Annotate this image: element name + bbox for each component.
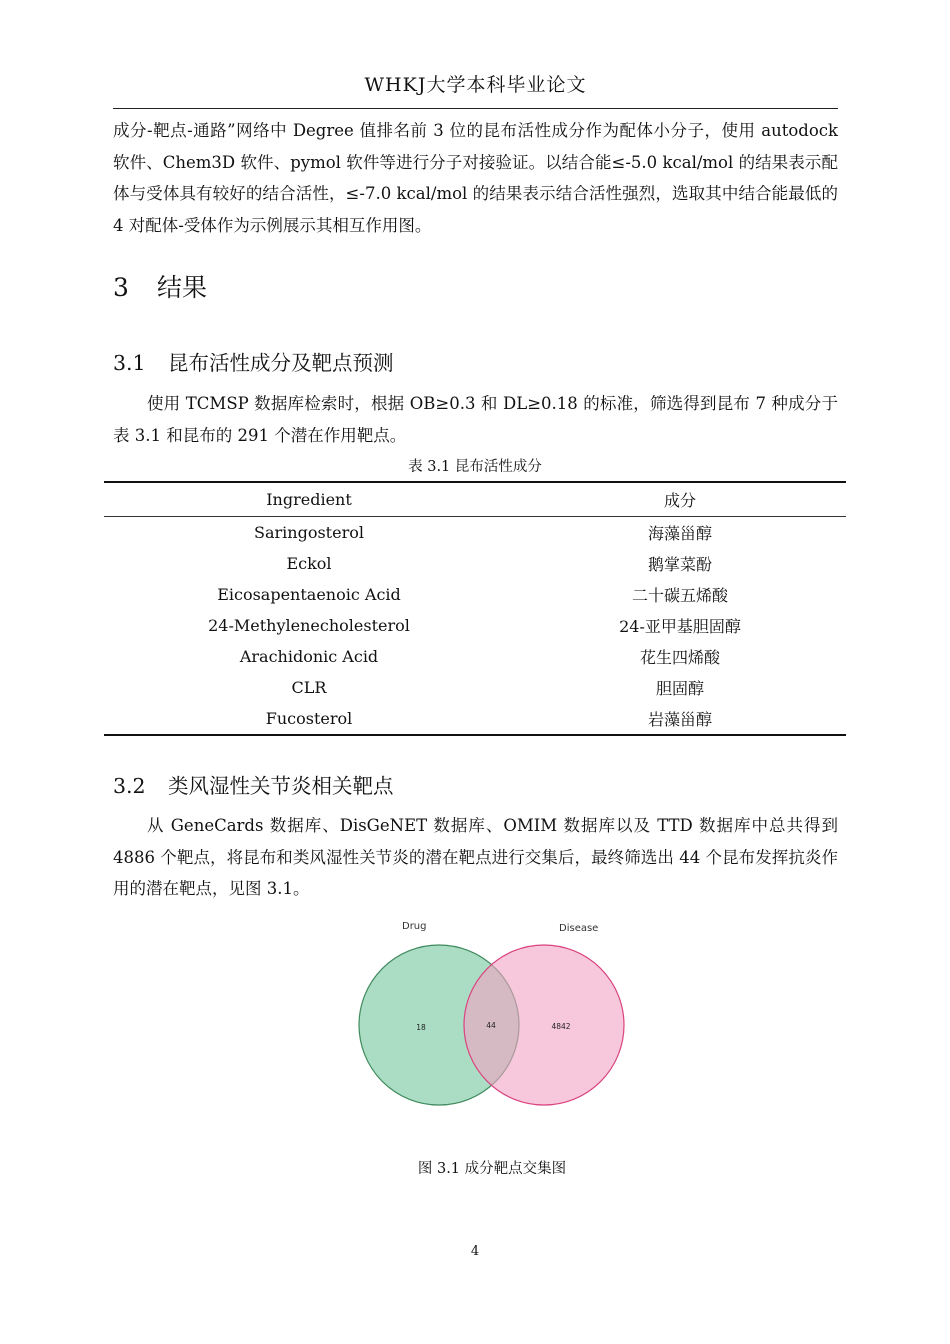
venn-diagram xyxy=(352,914,632,1119)
subsection-heading-3-1 xyxy=(113,346,394,376)
subsection-title: 类风湿性关节炎相关靶点 xyxy=(168,774,394,798)
table-cell: 胆固醇 xyxy=(655,679,704,698)
subsection-number: 3.2 xyxy=(113,774,146,798)
table-cell: 鹅掌菜酚 xyxy=(647,555,712,574)
venn-count-disease-only: 4842 xyxy=(551,1022,571,1031)
table-cell: 24-亚甲基胆固醇 xyxy=(619,617,741,636)
table-cell: Saringosterol xyxy=(254,523,364,542)
running-header: WHKJ大学本科毕业论文 xyxy=(364,74,587,96)
column-header-ingredient: Ingredient xyxy=(104,482,514,517)
ingredients-table xyxy=(104,481,846,736)
table-row xyxy=(104,548,846,579)
table-row xyxy=(104,610,846,641)
venn-count-intersection: 44 xyxy=(486,1021,496,1030)
table-header-row xyxy=(104,482,846,517)
page-number: 4 xyxy=(470,1244,480,1259)
table-cell: Eckol xyxy=(286,554,332,573)
section-title: 结果 xyxy=(157,273,208,302)
table-cell: 海藻甾醇 xyxy=(647,524,712,543)
table-row xyxy=(104,672,846,703)
table-row xyxy=(104,641,846,672)
column-header-component: 成分 xyxy=(514,482,846,517)
venn-label-disease: Disease xyxy=(559,923,599,934)
subsection-heading-3-2 xyxy=(113,769,394,799)
table-cell: CLR xyxy=(291,678,327,697)
venn-count-drug-only: 18 xyxy=(416,1023,426,1032)
paragraph-3-1: 使用 TCMSP 数据库检索时，根据 OB≥0.3 和 DL≥0.18 的标准，筛选得到昆布 7 种成分于表 3.1 和昆布的 291 个潜在作用靶点。 xyxy=(113,394,838,445)
table-caption: 表 3.1 昆布活性成分 xyxy=(408,459,542,475)
section-heading-3 xyxy=(113,268,207,304)
paragraph-3-2: 从 GeneCards 数据库、DisGeNET 数据库、OMIM 数据库以及 TTD 数据库中总共得到 4886 个靶点，将昆布和类风湿性关节炎的潜在靶点进行交集后，最终筛选出 44 个昆布发挥抗炎作用的潜在靶点，见图 3.1。 xyxy=(113,816,838,898)
table-cell: 24-Methylenecholesterol xyxy=(208,616,410,635)
section-number: 3 xyxy=(113,273,129,302)
table-row xyxy=(104,517,846,549)
venn-label-drug: Drug xyxy=(402,921,427,932)
table-cell: Fucosterol xyxy=(104,703,514,735)
table-cell: 岩藻甾醇 xyxy=(514,703,846,735)
subsection-title: 昆布活性成分及靶点预测 xyxy=(168,351,394,375)
intro-paragraph: 成分-靶点-通路”网络中 Degree 值排名前 3 位的昆布活性成分作为配体小分子，使用 autodock 软件、Chem3D 软件、pymol 软件等进行分子对接验证。以结合能≤-5.0 kcal/mol 的结果表示配体与受体具有较好的结合活性，≤-7.0 kcal/mol 的结果表示结合活性强烈，选取其中结合能最低的 4 对配体-受体作为示例展示其相互作用图。 xyxy=(113,121,838,235)
table-cell: Arachidonic Acid xyxy=(239,647,379,666)
table-row xyxy=(104,703,846,735)
figure-caption: 图 3.1 成分靶点交集图 xyxy=(417,1161,567,1177)
table-row xyxy=(104,579,846,610)
table-cell: 二十碳五烯酸 xyxy=(631,586,728,605)
header-rule xyxy=(113,108,838,109)
subsection-number: 3.1 xyxy=(113,351,146,375)
table-cell: 花生四烯酸 xyxy=(639,648,720,667)
table-cell: Eicosapentaenoic Acid xyxy=(217,585,401,604)
